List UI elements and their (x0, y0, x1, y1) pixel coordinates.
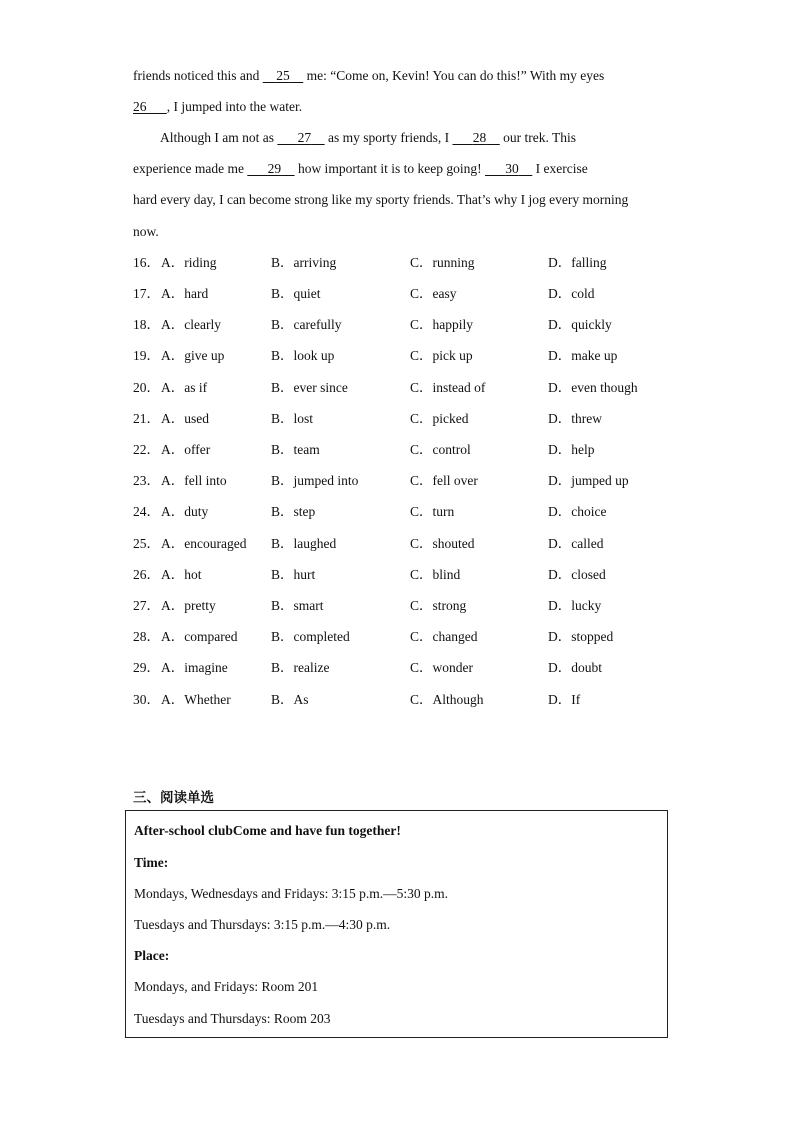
notice-box (125, 810, 668, 1038)
option-b[interactable]: B．arriving (271, 255, 337, 270)
blank-26: 26 (133, 99, 147, 114)
question-row (133, 567, 693, 583)
notice-heading: After-school clubCome and have fun together! (134, 823, 401, 838)
question-row (133, 504, 693, 520)
option-b[interactable]: B．team (271, 442, 320, 457)
passage-line-5: hard every day, I can become strong like my sporty friends. That’s why I jog every morning (133, 192, 629, 207)
passage-line-2 (133, 99, 302, 115)
option-d[interactable]: D．threw (548, 411, 602, 426)
option-a[interactable]: A．imagine (161, 660, 228, 675)
option-b[interactable]: B．carefully (271, 317, 342, 332)
question-number: 29． (133, 660, 160, 675)
option-a[interactable]: A．used (161, 411, 209, 426)
passage-text: Although I am not as (160, 130, 278, 145)
option-b[interactable]: B．step (271, 504, 316, 519)
option-b[interactable]: B．laughed (271, 536, 337, 551)
option-a[interactable]: A．duty (161, 504, 209, 519)
option-d[interactable]: D．help (548, 442, 595, 457)
option-c[interactable]: C．shouted (410, 536, 475, 551)
option-a[interactable]: A．fell into (161, 473, 227, 488)
option-d[interactable]: D．jumped up (548, 473, 629, 488)
option-a[interactable]: A．compared (161, 629, 238, 644)
blank-30: 30 (505, 161, 519, 176)
question-number: 18． (133, 317, 160, 332)
option-d[interactable]: D．cold (548, 286, 595, 301)
option-a[interactable]: A．Whether (161, 692, 231, 707)
question-row (133, 348, 693, 364)
passage-line-1 (133, 68, 604, 84)
option-c[interactable]: C．wonder (410, 660, 473, 675)
option-a[interactable]: A．as if (161, 380, 208, 395)
time-line-1: Mondays, Wednesdays and Fridays: 3:15 p.m.—5:30 p.m. (134, 886, 449, 901)
question-number: 26． (133, 567, 160, 582)
blank-29: 29 (267, 161, 282, 176)
option-c[interactable]: C．blind (410, 567, 461, 582)
option-a[interactable]: A．hard (161, 286, 209, 301)
passage-text: how important it is to keep going! (294, 161, 486, 176)
option-d[interactable]: D．make up (548, 348, 618, 363)
question-row (133, 380, 693, 396)
question-row (133, 286, 693, 302)
option-c[interactable]: C．control (410, 442, 471, 457)
option-a[interactable]: A．clearly (161, 317, 221, 332)
option-a[interactable]: A．encouraged (161, 536, 247, 551)
question-number: 22． (133, 442, 160, 457)
passage-line-4 (133, 161, 588, 177)
option-b[interactable]: B．look up (271, 348, 335, 363)
passage-line-6: now. (133, 224, 159, 239)
question-number: 25． (133, 536, 160, 551)
question-row (133, 411, 693, 427)
question-row (133, 660, 693, 676)
option-b[interactable]: B．smart (271, 598, 324, 613)
option-b[interactable]: B．realize (271, 660, 330, 675)
question-number: 30． (133, 692, 160, 707)
passage-text: experience made me (133, 161, 248, 176)
option-c[interactable]: C．Although (410, 692, 484, 707)
question-number: 16． (133, 255, 160, 270)
option-b[interactable]: B．lost (271, 411, 314, 426)
time-line-2: Tuesdays and Thursdays: 3:15 p.m.—4:30 p.m. (134, 917, 391, 932)
question-number: 24． (133, 504, 160, 519)
option-c[interactable]: C．running (410, 255, 475, 270)
blank-28: 28 (472, 130, 487, 145)
option-d[interactable]: D．called (548, 536, 604, 551)
question-row (133, 442, 693, 458)
passage-text: friends noticed this and (133, 68, 263, 83)
question-row (133, 473, 693, 489)
question-number: 23． (133, 473, 160, 488)
question-row (133, 317, 693, 333)
option-d[interactable]: D．choice (548, 504, 607, 519)
question-row (133, 536, 693, 552)
option-b[interactable]: B．hurt (271, 567, 316, 582)
blank-25: 25 (276, 68, 290, 83)
option-d[interactable]: D．falling (548, 255, 607, 270)
question-number: 19． (133, 348, 160, 363)
time-label: Time: (134, 855, 169, 870)
question-row (133, 598, 693, 614)
option-b[interactable]: B．jumped into (271, 473, 359, 488)
option-d[interactable]: D．even though (548, 380, 638, 395)
passage-text: as my sporty friends, I (324, 130, 453, 145)
option-d[interactable]: D．stopped (548, 629, 614, 644)
passage-text: , I jumped into the water. (166, 99, 303, 114)
option-c[interactable]: C．strong (410, 598, 467, 613)
passage-text: I exercise (532, 161, 588, 176)
option-a[interactable]: A．hot (161, 567, 202, 582)
option-a[interactable]: A．riding (161, 255, 217, 270)
option-d[interactable]: D．doubt (548, 660, 602, 675)
question-number: 17． (133, 286, 160, 301)
option-c[interactable]: C．picked (410, 411, 469, 426)
option-a[interactable]: A．offer (161, 442, 211, 457)
option-c[interactable]: C．pick up (410, 348, 473, 363)
section-title: 三、阅读单选 (133, 790, 214, 806)
option-a[interactable]: A．give up (161, 348, 225, 363)
question-row (133, 692, 693, 708)
passage-text: our trek. This (499, 130, 576, 145)
option-b[interactable]: B．ever since (271, 380, 348, 395)
question-row (133, 255, 693, 271)
option-c[interactable]: C．happily (410, 317, 473, 332)
question-number: 21． (133, 411, 160, 426)
question-row (133, 629, 693, 645)
option-b[interactable]: B．As (271, 692, 309, 707)
place-label: Place: (134, 948, 170, 963)
option-a[interactable]: A．pretty (161, 598, 216, 613)
passage-line-3 (160, 130, 576, 146)
question-number: 27． (133, 598, 160, 613)
option-c[interactable]: C．instead of (410, 380, 486, 395)
option-d[interactable]: D．If (548, 692, 581, 707)
option-b[interactable]: B．quiet (271, 286, 321, 301)
place-line-1: Mondays, and Fridays: Room 201 (134, 979, 319, 994)
place-line-2: Tuesdays and Thursdays: Room 203 (134, 1011, 331, 1026)
question-number: 28． (133, 629, 160, 644)
blank-27: 27 (297, 130, 312, 145)
option-d[interactable]: D．quickly (548, 317, 612, 332)
question-number: 20． (133, 380, 160, 395)
option-c[interactable]: C．changed (410, 629, 478, 644)
option-b[interactable]: B．completed (271, 629, 350, 644)
option-c[interactable]: C．easy (410, 286, 457, 301)
option-c[interactable]: C．fell over (410, 473, 478, 488)
option-d[interactable]: D．lucky (548, 598, 602, 613)
option-c[interactable]: C．turn (410, 504, 455, 519)
option-d[interactable]: D．closed (548, 567, 606, 582)
passage-text: me: “Come on, Kevin! You can do this!” With my eyes (303, 68, 605, 83)
